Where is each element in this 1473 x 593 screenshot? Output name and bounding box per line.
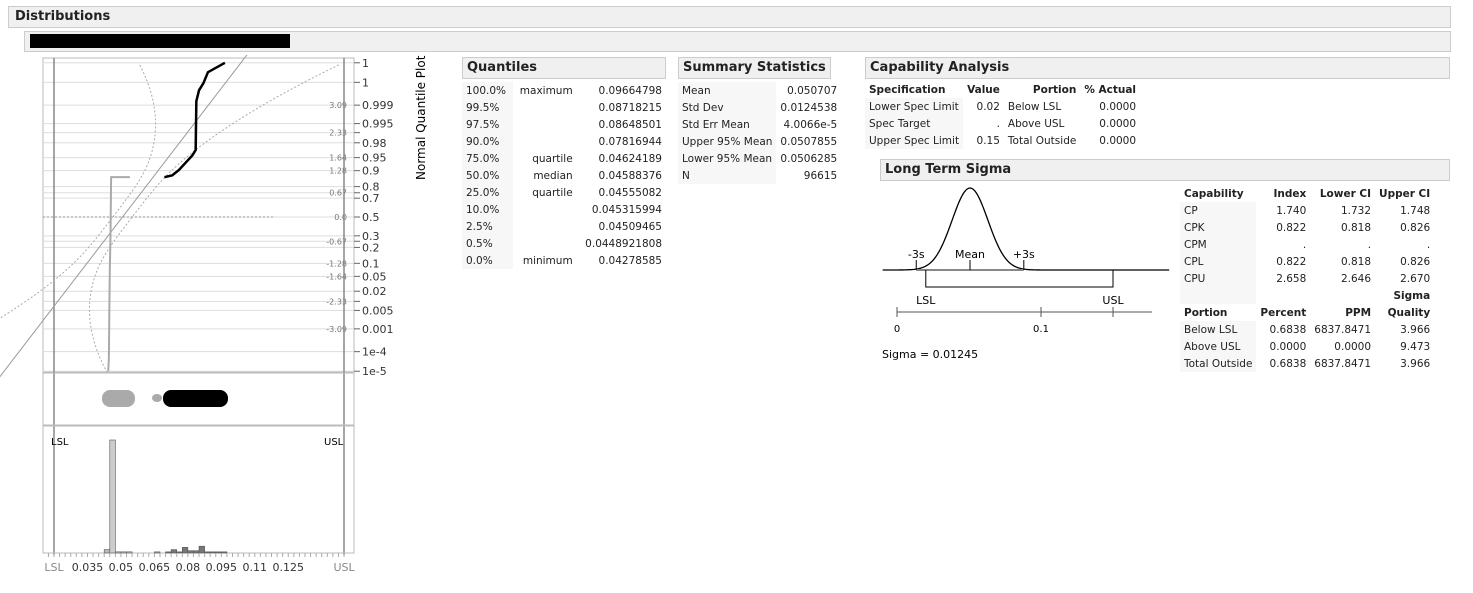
column-header: Index	[1273, 187, 1307, 200]
table-cell: .	[1367, 238, 1372, 251]
lsl-label: LSL	[51, 437, 69, 448]
table-cell: 0.0124538	[780, 101, 838, 114]
table-cell: 0.04555082	[598, 186, 662, 199]
quantiles-table	[462, 82, 666, 269]
table-cell: N	[678, 167, 776, 184]
table-cell	[513, 116, 577, 133]
quantile-row	[462, 201, 666, 218]
table-cell	[513, 99, 577, 116]
histogram-frame	[43, 426, 354, 553]
table-cell: maximum	[519, 84, 573, 97]
x-tick-label: 0.095	[205, 561, 238, 574]
quantiles-panel	[462, 57, 666, 269]
table-cell: 10.0%	[462, 201, 513, 218]
table-cell: 25.0%	[462, 184, 513, 201]
table-cell: quartile	[532, 186, 573, 199]
sigma-label: +3s	[1012, 248, 1035, 261]
probability-tick-label: 0.001	[362, 322, 394, 336]
table-cell: 0.6838	[1269, 323, 1307, 336]
table-cell: Below LSL	[1007, 100, 1062, 113]
long-term-sigma-title: Long Term Sigma	[885, 162, 1012, 177]
distribution-plots	[0, 55, 450, 590]
capability-row	[1180, 219, 1434, 236]
table-cell: 0.818	[1340, 221, 1372, 234]
table-cell: 0.0507855	[780, 135, 838, 148]
table-cell: 0.5%	[462, 235, 513, 252]
probability-tick-label: 0.8	[362, 180, 380, 194]
table-cell: Std Err Mean	[678, 116, 776, 133]
summary-row	[678, 167, 841, 184]
table-cell: 0.0000	[1269, 340, 1307, 353]
table-cell: 0.0000	[1099, 134, 1137, 147]
z-tick-label: 1.64	[329, 153, 347, 163]
probability-tick-label: 0.005	[362, 304, 394, 318]
table-cell: 2.646	[1340, 272, 1372, 285]
x-tick-label: 0.05	[108, 561, 134, 574]
table-cell: .	[1302, 238, 1307, 251]
table-cell: Upper Spec Limit	[865, 132, 963, 149]
probability-tick-label: 0.98	[362, 136, 387, 150]
column-header: Value	[967, 83, 1000, 96]
table-cell: 0.07816944	[598, 135, 662, 148]
x-tick-label: 0.065	[138, 561, 171, 574]
probability-tick-label: 0.3	[362, 229, 380, 243]
quantile-row	[462, 82, 666, 99]
confidence-band	[89, 65, 338, 373]
z-tick-label: -0.67	[326, 237, 347, 247]
capability-row	[1180, 202, 1434, 219]
table-cell: 3.966	[1400, 323, 1431, 336]
capability-header[interactable]	[865, 57, 1450, 79]
capability-table	[865, 81, 1140, 149]
table-cell: 6837.8471	[1314, 323, 1372, 336]
capability-panel	[865, 57, 1450, 149]
z-tick-label: 1.28	[329, 166, 347, 176]
x-tick-label: LSL	[44, 561, 64, 574]
table-cell: Below LSL	[1180, 321, 1256, 338]
quantiles-title: Quantiles	[467, 60, 538, 75]
z-tick-label: -1.28	[326, 259, 347, 269]
z-tick-label: 3.09	[329, 101, 347, 111]
table-cell: 0.822	[1276, 221, 1307, 234]
table-cell: 0.04624189	[598, 152, 662, 165]
column-header: Upper CI	[1379, 187, 1431, 200]
table-cell: 0.02	[976, 100, 1000, 113]
table-cell: 2.5%	[462, 218, 513, 235]
table-cell: 0.826	[1400, 221, 1431, 234]
table-cell: 0.045315994	[591, 203, 662, 216]
x-tick-label: 0.11	[242, 561, 268, 574]
histogram-bar	[199, 546, 205, 553]
table-cell: 2.658	[1276, 272, 1307, 285]
z-tick-label: -1.64	[326, 272, 347, 282]
table-cell: Std Dev	[678, 99, 776, 116]
quantiles-header[interactable]	[462, 57, 666, 79]
table-cell: CPU	[1180, 270, 1256, 287]
table-cell: 0.0506285	[780, 152, 838, 165]
x-tick-label: 0.035	[71, 561, 104, 574]
z-tick-label: -3.09	[326, 324, 347, 334]
portion-row	[1180, 321, 1434, 338]
table-cell: 6837.8471	[1314, 357, 1372, 370]
table-cell: CPM	[1180, 236, 1256, 253]
histogram-bar	[121, 552, 127, 553]
table-cell: 0.050707	[787, 84, 838, 97]
table-cell: .	[1426, 238, 1431, 251]
quantile-row	[462, 99, 666, 116]
table-cell: 0.08648501	[598, 118, 662, 131]
table-cell: 50.0%	[462, 167, 513, 184]
table-cell: 0.0000	[1099, 100, 1137, 113]
z-tick-label: 0.0	[334, 213, 347, 222]
table-cell: 75.0%	[462, 150, 513, 167]
table-cell: Lower Spec Limit	[865, 98, 963, 115]
table-cell: CPK	[1180, 219, 1256, 236]
column-header: Quality	[1387, 306, 1431, 319]
z-tick-label: 2.33	[329, 128, 347, 138]
table-cell: .	[996, 117, 1000, 130]
summary-header[interactable]	[678, 57, 831, 79]
sigma-label: Mean	[955, 248, 986, 261]
x-tick-label: 0.125	[272, 561, 305, 574]
long-term-sigma-header[interactable]	[880, 159, 1450, 181]
quantile-row	[462, 133, 666, 150]
table-cell: Above USL	[1180, 338, 1256, 355]
table-cell: 0.826	[1400, 255, 1431, 268]
table-cell: 2.670	[1400, 272, 1431, 285]
distributions-header[interactable]	[8, 6, 1451, 28]
redacted-variable-name	[30, 34, 290, 48]
table-cell: 4.0066e-5	[783, 118, 838, 131]
histogram-bar	[188, 551, 194, 553]
spec-row	[865, 98, 1140, 115]
data-points-high	[163, 390, 228, 407]
portion-row	[1180, 338, 1434, 355]
histogram-bar	[110, 440, 116, 553]
quantile-points-low	[108, 177, 130, 371]
summary-row	[678, 82, 841, 99]
spec-row	[865, 115, 1140, 132]
probability-tick-label: 0.999	[362, 99, 394, 113]
probability-tick-label: 0.02	[362, 285, 387, 299]
portion-row	[1180, 355, 1434, 372]
quantile-row	[462, 252, 666, 269]
histogram-bar	[177, 552, 183, 553]
table-cell: 0.0000	[1334, 340, 1372, 353]
table-cell: Total Outside	[1007, 134, 1077, 147]
table-cell: 0.0000	[1099, 117, 1137, 130]
histogram-bar	[182, 547, 188, 553]
quantile-row	[462, 116, 666, 133]
capability-title: Capability Analysis	[870, 60, 1010, 75]
long-term-sigma-panel	[880, 159, 1450, 181]
summary-row	[678, 116, 841, 133]
table-cell: 0.08718215	[598, 101, 662, 114]
quantile-row	[462, 150, 666, 167]
quantile-plot-axis-label: Normal Quantile Plot	[414, 55, 428, 180]
column-header: Percent	[1260, 306, 1307, 319]
probability-tick-label: 0.9	[362, 164, 380, 178]
table-cell: 0.04509465	[598, 220, 662, 233]
long-term-sigma-diagram	[870, 182, 1170, 372]
histogram-bar	[104, 550, 110, 553]
probability-tick-label: 1e-4	[362, 345, 387, 359]
table-cell: Spec Target	[865, 115, 963, 132]
probability-tick-label: 1e-5	[362, 365, 387, 379]
probability-tick-label: 0.95	[362, 151, 387, 165]
table-cell: Total Outside	[1180, 355, 1256, 372]
table-cell: Above USL	[1007, 117, 1065, 130]
capability-row	[1180, 253, 1434, 270]
capability-row	[1180, 236, 1434, 253]
x-tick-label: USL	[333, 561, 355, 574]
table-cell: CPL	[1180, 253, 1256, 270]
table-cell: quartile	[532, 152, 573, 165]
sigma-value-text: Sigma = 0.01245	[882, 348, 979, 361]
histogram-bar	[166, 552, 172, 553]
histogram-bar	[216, 552, 222, 553]
table-cell: median	[533, 169, 573, 182]
portion-header-row: Sigma	[1180, 287, 1434, 304]
histogram-bar	[221, 552, 227, 553]
column-header: Portion	[1032, 83, 1077, 96]
table-cell	[513, 201, 577, 218]
table-cell: 0.09664798	[598, 84, 662, 97]
summary-table	[678, 82, 841, 184]
table-cell: 1.748	[1400, 204, 1431, 217]
table-cell: 0.822	[1276, 255, 1307, 268]
probability-tick-label: 0.2	[362, 241, 380, 255]
table-cell: 0.15	[976, 134, 1000, 147]
data-points-low	[102, 390, 135, 407]
histogram-bar	[115, 552, 121, 553]
x-tick-label: 0.08	[175, 561, 201, 574]
x-tick-label: 0	[893, 324, 901, 335]
quantile-row	[462, 184, 666, 201]
column-header: Capability	[1184, 187, 1244, 200]
histogram-bar	[210, 552, 216, 553]
z-tick-label: -2.33	[326, 297, 347, 307]
table-cell	[513, 218, 577, 235]
spec-limits-bracket	[926, 270, 1113, 287]
probability-tick-label: 0.1	[362, 257, 380, 271]
probability-tick-label: 1	[362, 76, 369, 90]
usl-label: USL	[1102, 294, 1124, 307]
x-tick-label: 0.1	[1033, 324, 1049, 335]
quantile-points-high	[164, 63, 224, 177]
table-cell: CP	[1180, 202, 1256, 219]
data-point	[152, 394, 162, 402]
z-tick-label: 0.67	[329, 188, 347, 198]
probability-tick-label: 0.995	[362, 117, 394, 131]
capability-row	[1180, 270, 1434, 287]
column-header: Specification	[869, 83, 946, 96]
histogram-bar	[171, 550, 177, 553]
quantile-row	[462, 235, 666, 252]
table-cell: 0.818	[1340, 255, 1372, 268]
table-cell: 90.0%	[462, 133, 513, 150]
column-header: Portion	[1184, 306, 1228, 319]
summary-row	[678, 99, 841, 116]
quantile-row	[462, 218, 666, 235]
confidence-band	[0, 65, 156, 373]
table-cell: 0.6838	[1269, 357, 1307, 370]
summary-title: Summary Statistics	[683, 60, 826, 75]
table-cell: 3.966	[1400, 357, 1431, 370]
usl-label: USL	[324, 437, 344, 448]
spec-row	[865, 132, 1140, 149]
quantile-row	[462, 167, 666, 184]
column-header: Lower CI	[1319, 187, 1372, 200]
summary-row	[678, 133, 841, 150]
table-cell: 0.04588376	[598, 169, 662, 182]
table-cell: Upper 95% Mean	[678, 133, 776, 150]
table-cell: 100.0%	[462, 82, 513, 99]
summary-panel	[678, 57, 838, 184]
column-header: PPM	[1345, 306, 1372, 319]
table-cell	[513, 133, 577, 150]
capability-index-table	[1180, 185, 1434, 372]
table-cell: 99.5%	[462, 99, 513, 116]
table-cell: 9.473	[1400, 340, 1431, 353]
table-cell: 0.0%	[462, 252, 513, 269]
table-cell: 0.0448921808	[585, 237, 662, 250]
probability-tick-label: 0.5	[362, 211, 380, 224]
table-cell: 96615	[803, 169, 838, 182]
probability-tick-label: 0.05	[362, 270, 387, 284]
table-cell: Mean	[678, 82, 776, 99]
histogram-bar	[205, 552, 211, 553]
histogram-bar	[127, 552, 133, 553]
probability-tick-label: 1	[362, 56, 369, 70]
table-cell	[513, 235, 577, 252]
sigma-label: -3s	[907, 248, 925, 261]
report-title: Distributions	[15, 9, 111, 24]
table-cell: minimum	[522, 254, 573, 267]
table-cell: 0.04278585	[598, 254, 662, 267]
probability-tick-label: 0.7	[362, 192, 380, 206]
column-header: % Actual	[1084, 83, 1137, 96]
table-cell: 1.740	[1276, 204, 1307, 217]
table-cell: 97.5%	[462, 116, 513, 133]
table-cell: 1.732	[1340, 204, 1372, 217]
lsl-label: LSL	[916, 294, 936, 307]
summary-row	[678, 150, 841, 167]
histogram-bar	[154, 552, 160, 553]
histogram-bar	[193, 551, 199, 553]
table-cell: Lower 95% Mean	[678, 150, 776, 167]
